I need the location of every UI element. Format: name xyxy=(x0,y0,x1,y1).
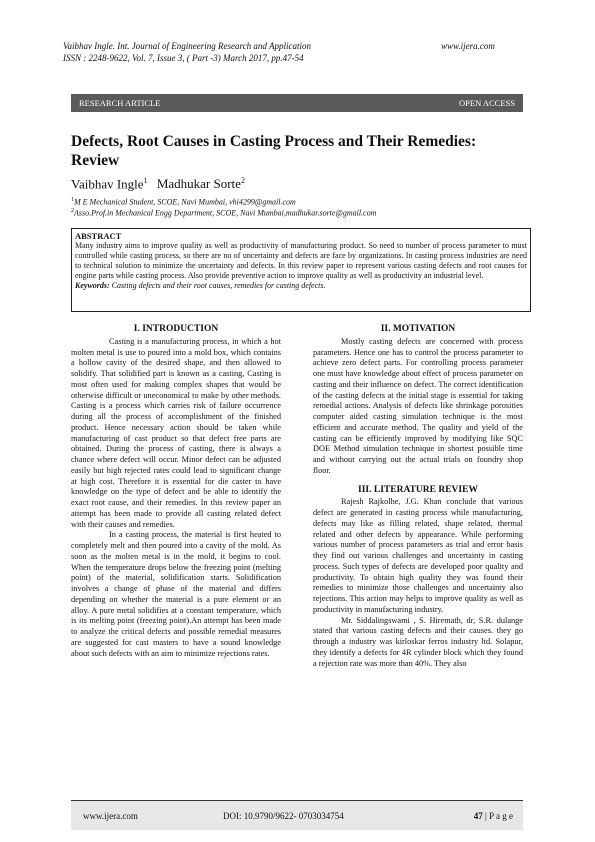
paper-title-line2: Review xyxy=(71,152,120,169)
literature-paragraph: Rajesh Rajkolhe, J.G. Khan conclude that various defect are generated in casting process while manufacturing, defects may like as filling related, shape related, thermal related and other defects by appearance. While performing various number of process parameters as trial and error basis they find out various challenges and uncertainty in casting process. Such types of defects are developed poor quality and productivity. To obtain high quality they was found their remedies to minimize those challenges and uncertainty also rejections. This action may helps to improve quality as well as productivity in manufacturing industry. xyxy=(313,497,523,614)
journal-website[interactable]: www.ijera.com xyxy=(441,41,495,51)
footer-doi[interactable]: DOI: 10.9790/9622- 0703034754 xyxy=(223,810,344,821)
keywords-line xyxy=(75,281,527,291)
motivation-paragraph: Mostly casting defects are concerned with process parameters. Hence one has to control the process parameter to achieve zero defect parts. For controlling process parameter one must have knowledge about effect of process parameter on casting and their influence on defect. The correct identification of the casting defects at the initial stage is essential for taking remedial actions. Analysis of defects like shrinkage porosities computer aided casting simulation technique is the most efficient and accurate method. The quality and yield of the casting can be efficiently improved by modifying like SQC DOE Method simulation technique in shortest possible time and without carrying out the actual trials on foundry shop floor. xyxy=(313,336,523,475)
author-name: Madhukar Sorte xyxy=(156,176,241,192)
issn-line: ISSN : 2248-9622, Vol. 7, Issue 3, ( Part -3) March 2017, pp.47-54 xyxy=(63,53,304,63)
keywords-label: Keywords: xyxy=(75,281,110,290)
page-suffix: | P a g e xyxy=(482,810,513,821)
abstract-heading: ABSTRACT xyxy=(75,231,122,241)
author-affil-marker: 2 xyxy=(240,176,245,185)
affiliation xyxy=(71,206,376,219)
affiliation-text: Asso.Prof.in Mechanical Engg Department, SCOE, Navi Mumbai,madhukar.sorte@gmail.com xyxy=(74,208,377,218)
footer-page-number xyxy=(474,811,513,821)
affiliation-marker: 2 xyxy=(71,208,74,214)
paper-title xyxy=(71,132,531,170)
article-type-banner xyxy=(71,94,523,112)
section-heading-literature-review: III. LITERATURE REVIEW xyxy=(358,484,478,495)
literature-paragraph: Mr. Siddalingswami , S. Hiremath, dr, S.R. dulange stated that various casting defects and their causes. they go through a industry was kirloskar ferros industry ltd. Solapur, they identify a defects for 4R cylinder block which they found a rejection rate was more than 40%. They also xyxy=(313,615,523,668)
intro-paragraph: Casting is a manufacturing process, in which a hot molten metal is use to poured into a mold box, which contains a hollow cavity of the desired shape, and then allowed to solidify. That solidified part is known as a casting, Casting is most often used for making complex shapes that would be otherwise difficult or uneconomical to make by other methods. Casting is a process which carries risk of failure occurrence during all the process of accomplishment of the finished product. Hence necessary action should be taken while manufacturing of cast product so that defect free parts are obtained. During the process of casting, there is always a chance where defect will occur. Minor defect can be adjusted easily but high rejected rates could lead to significant change at high cost. Therefore it is essential for die caster to have knowledge on the type of defect and be able to identify the exact root cause, and their remedies. In this review paper an attempt has been made to provide all casting related defect with their causes and remedies. xyxy=(71,336,281,529)
affiliation-marker: 1 xyxy=(71,197,74,203)
page-number: 47 xyxy=(473,810,483,821)
paper-title-line1: Defects, Root Causes in Casting Process and Their Remedies: xyxy=(71,133,477,150)
author-list xyxy=(71,176,245,192)
intro-paragraph: In a casting process, the material is first heated to completely melt and then poured into a cavity of the mold. As soon as the molten metal is in the mold, it begins to cool. When the temperature drops below the freezing point (melting point) of the material, solidification starts. Solidification involves a change of phase of the material and differs depending on whether the material is a pure element or an alloy. A pure metal solidifies at a constant temperature, which is its melting point (freezing point).An attempt has been made to analyze the critical defects and possible remedial measures are suggested for cast masters to have a sound knowledge about such defects with an aim to minimize rejections rates. xyxy=(71,530,281,658)
section-heading-introduction: I. INTRODUCTION xyxy=(133,324,219,334)
footer-website[interactable]: www.ijera.com xyxy=(83,810,138,821)
page-footer xyxy=(71,800,523,830)
abstract-box xyxy=(71,228,531,312)
section-heading-motivation: II. MOTIVATION xyxy=(380,324,456,334)
journal-citation: Vaibhav Ingle. Int. Journal of Engineering Research and Application xyxy=(63,41,311,51)
author-affil-marker: 1 xyxy=(143,176,148,185)
abstract-body: Many industry aims to improve quality as well as productivity of manufacturing product. So need to number of process parameter to must controlled while casting process, so there are no of uncertainty and defects are face by organizations. In casting process industries are need to technical solution to minimize the uncertainty and defects. In this review paper to represent various casting defects and root causes for engine parts while casting process. Also provide preventive action to improve quality as well as productivity an industrial level. xyxy=(75,241,527,280)
keywords-text: Casting defects and their root causes, remedies for casting defects. xyxy=(109,281,326,290)
affiliation-text: M E Mechanical Student, SCOE, Navi Mumbai, vhi4299@gmail.com xyxy=(74,197,296,207)
right-column xyxy=(313,324,523,669)
left-column xyxy=(71,324,281,659)
research-article-label: RESEARCH ARTICLE xyxy=(79,98,161,108)
open-access-label: OPEN ACCESS xyxy=(459,98,515,108)
running-header xyxy=(63,40,523,52)
author-name: Vaibhav Ingle xyxy=(71,176,144,192)
